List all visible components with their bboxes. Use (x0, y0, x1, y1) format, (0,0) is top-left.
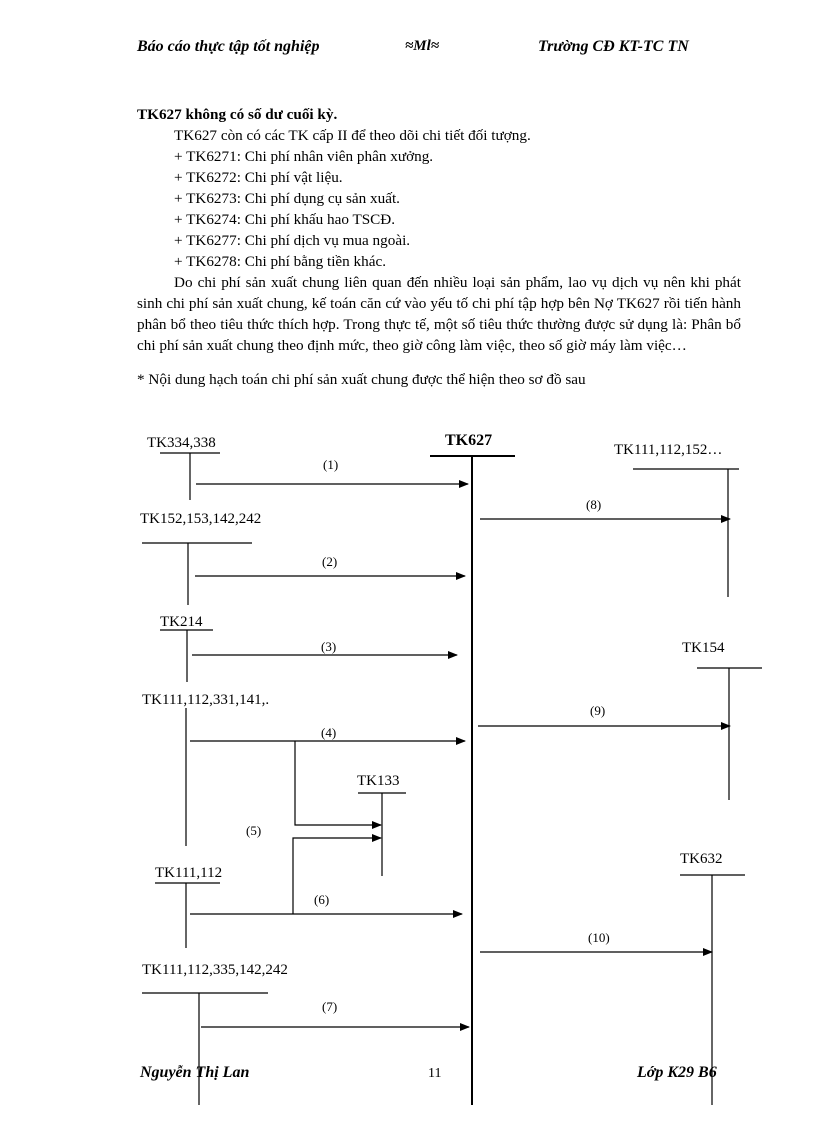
sub-account-item: + TK6273: Chi phí dụng cụ sản xuất. (174, 190, 400, 207)
flow-label-5: (5) (246, 823, 262, 838)
flow-label-2: (2) (322, 554, 338, 569)
sub-account-item: + TK6277: Chi phí dịch vụ mua ngoài. (174, 232, 411, 249)
flow-label-6: (6) (314, 892, 330, 907)
flow-label-10: (10) (588, 930, 610, 945)
footer-class: Lớp K29 B6 (637, 1064, 717, 1081)
intro-line: TK627 còn có các TK cấp II để theo dõi chi tiết đối tượng. (174, 127, 531, 144)
flow-label-3: (3) (321, 639, 337, 654)
tk214-label: TK214 (160, 614, 203, 630)
flow-label-1: (1) (323, 457, 339, 472)
sub-account-item: + TK6272: Chi phí vật liệu. (174, 169, 343, 186)
flow-label-4: (4) (321, 725, 337, 740)
diagram-intro: * Nội dung hạch toán chi phí sản xuất chung được thể hiện theo sơ đồ sau (137, 371, 586, 388)
tk334-label: TK334,338 (147, 435, 216, 451)
sub-account-item: + TK6274: Chi phí khấu hao TSCĐ. (174, 211, 396, 228)
tk154-label: TK154 (682, 640, 725, 656)
tk133-label: TK133 (357, 773, 400, 789)
tk627-label: TK627 (445, 432, 493, 449)
sub-account-item: + TK6278: Chi phí bằng tiền khác. (174, 253, 387, 270)
body-paragraph: Do chi phí sản xuất chung liên quan đến nhiều loại sản phẩm, lao vụ dịch vụ nên khi phát sinh chi phí sản xuất chung, kế toán căn cứ vào yếu tố chi phí tập hợp bên Nợ TK627 rồi tiến hành phân bổ theo tiêu thức thích hợp. Trong thực tế, một số tiêu thức thường được sử dụng là: Phân bổ chi phí sản xuất chung theo định mức, theo giờ công làm việc, theo số giờ máy làm việc… (137, 274, 741, 354)
header-right: Trường CĐ KT-TC TN (538, 38, 689, 55)
flow-label-7: (7) (322, 999, 338, 1014)
sub-account-item: + TK6271: Chi phí nhân viên phân xưởng. (174, 148, 434, 165)
tk632-label: TK632 (680, 851, 723, 867)
tk111a-label: TK111,112,331,141,. (142, 692, 270, 708)
header-logo: ≈Ml≈ (405, 38, 439, 54)
flow-arrow-5b (293, 838, 381, 914)
tk111r-label: TK111,112,152… (614, 442, 723, 458)
tk152-label: TK152,153,142,242 (140, 511, 262, 527)
flow-label-9: (9) (590, 703, 606, 718)
tk111b-label: TK111,112 (155, 865, 223, 881)
tk111c-label: TK111,112,335,142,242 (142, 962, 288, 978)
footer-page-number: 11 (428, 1066, 442, 1081)
footer-author: Nguyễn Thị Lan (140, 1064, 250, 1081)
header-left: Báo cáo thực tập tốt nghiệp (137, 38, 320, 55)
section-heading: TK627 không có số dư cuối kỳ. (137, 106, 338, 123)
flow-label-8: (8) (586, 497, 602, 512)
